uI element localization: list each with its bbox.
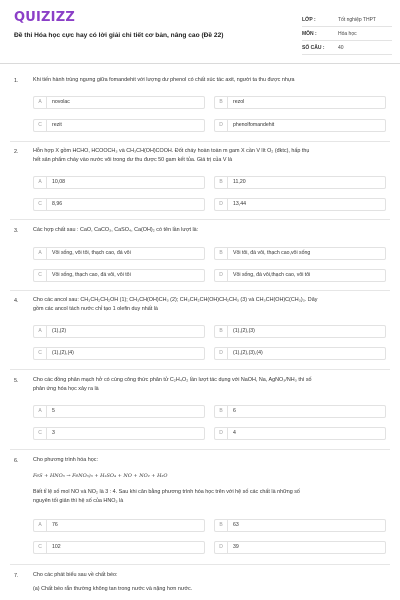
question-text-line: Cho các ancol sau: CH₃CH₂CH₂OH (1); CH₃CH(OH)CH₃ (2); CH₃CH₂CH(OH)CH₂CH₃ (3) và CH₃CH(OH)C(CH₃)₃. Dãy [33, 297, 318, 303]
option-letter: D [215, 348, 228, 359]
option-a[interactable] [33, 519, 205, 532]
option-letter: D [215, 270, 228, 281]
option-letter: C [34, 199, 47, 210]
question-number: 3. [14, 228, 19, 234]
option-a[interactable] [33, 176, 205, 189]
option-text: 11,20 [233, 179, 246, 185]
question-divider [10, 219, 390, 220]
meta-label: SỐ CÂU : [302, 45, 325, 51]
option-letter: A [34, 326, 47, 337]
option-letter: A [34, 97, 47, 108]
option-d[interactable] [214, 347, 386, 360]
question-text: Khi tiến hành trùng ngưng giữa fomandehit với lượng dư phenol có chất xúc tác axit, người ta thu được nhựa [33, 77, 295, 83]
option-b[interactable] [214, 325, 386, 338]
quizizz-logo: QUIZIZZ [14, 10, 75, 25]
option-text: 10,08 [52, 179, 65, 185]
option-c[interactable] [33, 269, 205, 282]
option-text: 3 [52, 430, 55, 436]
option-text: Vôi tôi, đá vôi, thạch cao,vôi sống [233, 250, 311, 256]
option-letter: A [34, 406, 47, 417]
option-letter: B [215, 248, 228, 259]
meta-label: LỚP : [302, 17, 316, 23]
document-title: Đề thi Hóa học cực hay có lời giải chi tiết cơ bản, nâng cao (Đề 22) [14, 32, 224, 39]
meta-grade [302, 17, 392, 27]
option-d[interactable] [214, 269, 386, 282]
option-b[interactable] [214, 519, 386, 532]
question-text-line: Hỗn hợp X gồm HCHO, HCOOCH₃ và CH₃CH(OH)COOH. Đốt cháy hoàn toàn m gam X cần V lít O₂ (đktc), hấp thụ [33, 148, 310, 154]
option-text: 76 [52, 522, 58, 528]
meta-count [302, 45, 392, 55]
option-a[interactable] [33, 247, 205, 260]
option-text: 13,44 [233, 201, 246, 207]
question-text: Các hợp chất sau : CaO, CaCO₃, CaSO₄, Ca(OH)₂ có tên lần lượt là: [33, 227, 199, 233]
question-text-line: (a) Chất béo rắn thường không tan trong nước và nặng hơn nước. [33, 586, 193, 592]
question-divider [10, 290, 390, 291]
chemical-equation: FeS + HNO₃ → FeNO₃)₃ + H₂SO₄ + NO + NO₂ + H₂O [33, 473, 168, 479]
option-text: (1),(2),(3) [233, 328, 255, 334]
option-text: Vôi sống, vôi tôi, thạch cao, đá vôi [52, 250, 131, 256]
header-divider [0, 63, 400, 64]
option-c[interactable] [33, 541, 205, 554]
option-c[interactable] [33, 198, 205, 211]
option-d[interactable] [214, 119, 386, 132]
question-number: 4. [14, 298, 19, 304]
option-letter: B [215, 97, 228, 108]
option-text: 102 [52, 544, 61, 550]
question-text: Cho phương trình hóa học: [33, 457, 98, 463]
option-a[interactable] [33, 96, 205, 109]
option-letter: A [34, 520, 47, 531]
question-text-line: Cho các đồng phân mạch hở có cùng công thức phân tử C₂H₄O₂ lần lượt tác dụng với NaOH, Na, AgNO₃/NH₃ thì số [33, 377, 312, 383]
meta-underline [302, 40, 392, 41]
option-text: 8,96 [52, 201, 63, 207]
option-c[interactable] [33, 119, 205, 132]
option-letter: D [215, 120, 228, 131]
question-text-line: Cho các phát biểu sau về chất béo: [33, 572, 118, 578]
question-divider [10, 369, 390, 370]
option-b[interactable] [214, 176, 386, 189]
question-number: 7. [14, 573, 19, 579]
question-divider [10, 141, 390, 142]
option-letter: A [34, 177, 47, 188]
option-letter: D [215, 542, 228, 553]
option-text: rezit [52, 122, 62, 128]
question-text-line: hết sản phẩm cháy vào nước vôi trong dư thu được 50 gam kết tủa. Giá trị của V là [33, 157, 233, 163]
meta-value: Hóa học [338, 31, 357, 37]
meta-underline [302, 26, 392, 27]
question-divider [10, 564, 390, 565]
meta-label: MÔN : [302, 31, 317, 37]
option-a[interactable] [33, 405, 205, 418]
question-number: 2. [14, 149, 19, 155]
option-d[interactable] [214, 427, 386, 440]
option-text: (1),(2),(3),(4) [233, 350, 263, 356]
option-text: novolac [52, 99, 70, 105]
question-divider [10, 449, 390, 450]
option-b[interactable] [214, 405, 386, 418]
meta-value: 40 [338, 45, 344, 51]
option-letter: D [215, 199, 228, 210]
option-text: 4 [233, 430, 236, 436]
option-d[interactable] [214, 541, 386, 554]
question-text-line: phản ứng hóa học xảy ra là [33, 386, 99, 392]
option-c[interactable] [33, 427, 205, 440]
question-text-line: Biết tỉ lệ số mol NO và NO₂ là 3 : 4. Sau khi cân bằng phương trình hóa học trên với hệ số các chất là những số [33, 489, 300, 495]
option-a[interactable] [33, 325, 205, 338]
option-text: rezol [233, 99, 245, 105]
option-b[interactable] [214, 96, 386, 109]
option-text: phenolfomandehit [233, 122, 275, 128]
meta-subject [302, 31, 392, 41]
question-text-line: gồm các ancol tách nước chỉ tạo 1 olefin duy nhất là [33, 306, 158, 312]
option-text: Vôi sống, đá vôi,thạch cao, vôi tôi [233, 272, 311, 278]
option-d[interactable] [214, 198, 386, 211]
option-letter: D [215, 428, 228, 439]
option-text: 5 [52, 408, 55, 414]
option-text: 39 [233, 544, 239, 550]
meta-value: Tốt nghiệp THPT [338, 17, 376, 23]
option-letter: A [34, 248, 47, 259]
option-text: 6 [233, 408, 236, 414]
option-b[interactable] [214, 247, 386, 260]
meta-underline [302, 54, 392, 55]
option-letter: B [215, 406, 228, 417]
option-letter: B [215, 177, 228, 188]
option-letter: C [34, 120, 47, 131]
option-text: 63 [233, 522, 239, 528]
page-header [0, 0, 400, 64]
option-c[interactable] [33, 347, 205, 360]
question-number: 6. [14, 458, 19, 464]
question-text-line: nguyên tối giản thì hệ số của HNO₃ là [33, 498, 124, 504]
option-letter: C [34, 270, 47, 281]
option-letter: C [34, 428, 47, 439]
option-letter: C [34, 542, 47, 553]
question-number: 5. [14, 378, 19, 384]
option-text: Vôi sống, thạch cao, đá vôi, vôi tôi [52, 272, 131, 278]
option-letter: C [34, 348, 47, 359]
question-number: 1. [14, 78, 19, 84]
option-letter: B [215, 326, 228, 337]
option-text: (1),(2),(4) [52, 350, 74, 356]
option-letter: B [215, 520, 228, 531]
option-text: (1),(2) [52, 328, 67, 334]
